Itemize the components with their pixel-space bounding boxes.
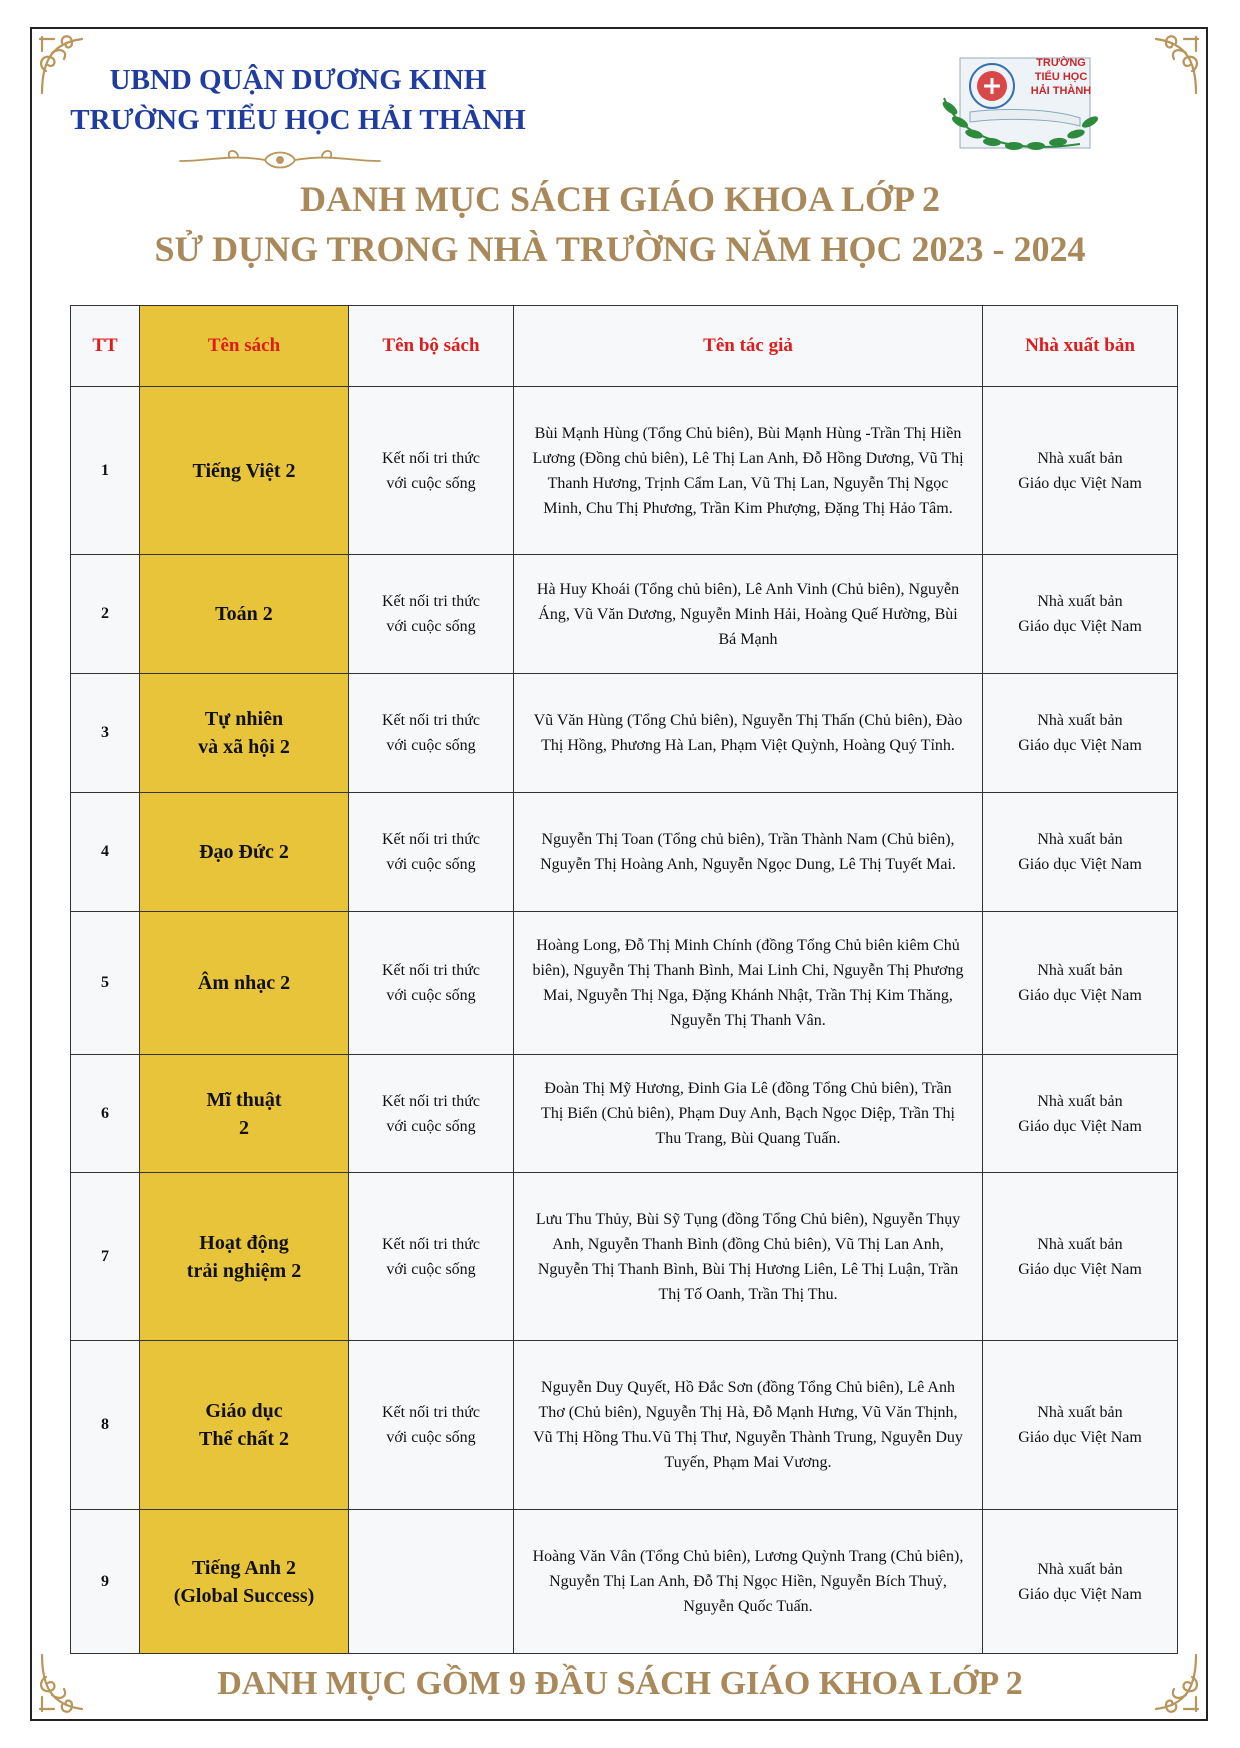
book-name: Tiếng Việt 2: [140, 387, 349, 555]
book-series: Kết nối tri thức với cuộc sống: [349, 1173, 514, 1341]
row-number: 9: [71, 1510, 140, 1654]
book-name: Tiếng Anh 2 (Global Success): [140, 1510, 349, 1654]
row-number: 3: [71, 674, 140, 793]
book-name: Âm nhạc 2: [140, 912, 349, 1055]
book-series: Kết nối tri thức với cuộc sống: [349, 387, 514, 555]
table-row: [71, 387, 1178, 555]
book-name: Hoạt động trải nghiệm 2: [140, 1173, 349, 1341]
footer-summary: DANH MỤC GỒM 9 ĐẦU SÁCH GIÁO KHOA LỚP 2: [217, 1665, 1023, 1702]
row-number: 8: [71, 1341, 140, 1510]
book-authors: Bùi Mạnh Hùng (Tổng Chủ biên), Bùi Mạnh Hùng -Trần Thị Hiền Lương (Đồng chủ biên), Lê Thị Lan Anh, Đỗ Hồng Dương, Vũ Thị Thanh Hương, Trịnh Cẩm Lan, Vũ Thị Lan, Nguyễn Thị Ngọc Minh, Chu Thị Phương, Trần Kim Phượng, Đặng Thị Hảo Tâm.: [514, 387, 983, 555]
row-number: 6: [71, 1055, 140, 1173]
table-row: [71, 1055, 1178, 1173]
textbook-table: [70, 305, 1178, 1654]
book-series: Kết nối tri thức với cuộc sống: [349, 555, 514, 674]
book-name: Mĩ thuật 2: [140, 1055, 349, 1173]
table-row: [71, 912, 1178, 1055]
book-publisher: Nhà xuất bản Giáo dục Việt Nam: [983, 555, 1178, 674]
book-authors: Hoàng Văn Vân (Tổng Chủ biên), Lương Quỳnh Trang (Chủ biên), Nguyễn Thị Lan Anh, Đỗ Thị Ngọc Hiền, Nguyễn Bích Thuỷ, Nguyễn Quốc Tuấn.: [514, 1510, 983, 1654]
book-authors: Vũ Văn Hùng (Tổng Chủ biên), Nguyễn Thị Thấn (Chủ biên), Đào Thị Hồng, Phương Hà Lan, Phạm Việt Quỳnh, Hoàng Quý Tỉnh.: [514, 674, 983, 793]
row-number: 4: [71, 793, 140, 912]
row-number: 5: [71, 912, 140, 1055]
book-authors: Nguyễn Duy Quyết, Hồ Đắc Sơn (đồng Tổng Chủ biên), Lê Anh Thơ (Chủ biên), Nguyễn Thị Hà, Đỗ Mạnh Hưng, Vũ Văn Thịnh, Vũ Thị Hồng Thu.Vũ Thị Thư, Nguyễn Thành Trung, Nguyễn Duy Tuyến, Phạm Mai Vương.: [514, 1341, 983, 1510]
row-number: 2: [71, 555, 140, 674]
district-name: UBND QUẬN DƯƠNG KINH: [109, 64, 487, 96]
book-publisher: Nhà xuất bản Giáo dục Việt Nam: [983, 387, 1178, 555]
book-series: Kết nối tri thức với cuộc sống: [349, 793, 514, 912]
school-name: TRƯỜNG TIỂU HỌC HẢI THÀNH: [70, 104, 526, 136]
row-number: 1: [71, 387, 140, 555]
book-authors: Đoàn Thị Mỹ Hương, Đinh Gia Lê (đồng Tổng Chủ biên), Trần Thị Biển (Chủ biên), Phạm Duy Anh, Bạch Ngọc Diệp, Trần Thị Thu Trang, Bùi Quang Tuấn.: [514, 1055, 983, 1173]
book-series: Kết nối tri thức với cuộc sống: [349, 912, 514, 1055]
book-series: Kết nối tri thức với cuộc sống: [349, 1055, 514, 1173]
school-logo: [930, 48, 1106, 164]
table-row: [71, 1341, 1178, 1510]
logo-line-2: TIỂU HỌC: [1034, 71, 1088, 83]
table-header-row: [71, 306, 1178, 387]
book-authors: Lưu Thu Thủy, Bùi Sỹ Tụng (đồng Tổng Chủ biên), Nguyễn Thụy Anh, Nguyễn Thanh Bình (đồng Chủ biên), Vũ Thị Lan Anh, Nguyễn Thị Thanh Bình, Bùi Thị Hương Liên, Lê Thị Luận, Trần Thị Tố Oanh, Trần Thị Thu.: [514, 1173, 983, 1341]
book-series: Kết nối tri thức với cuộc sống: [349, 674, 514, 793]
book-name: Đạo Đức 2: [140, 793, 349, 912]
page-title: DANH MỤC SÁCH GIÁO KHOA LỚP 2: [299, 179, 941, 219]
book-authors: Nguyễn Thị Toan (Tổng chủ biên), Trần Thành Nam (Chủ biên), Nguyễn Thị Hoàng Anh, Nguyễn Ngọc Dung, Lê Thị Tuyết Mai.: [514, 793, 983, 912]
logo-line-1: TRƯỜNG: [1036, 57, 1086, 69]
school-header: [68, 60, 528, 140]
book-name: Tự nhiên và xã hội 2: [140, 674, 349, 793]
header-series: Tên bộ sách: [349, 306, 514, 387]
book-publisher: Nhà xuất bản Giáo dục Việt Nam: [983, 1341, 1178, 1510]
book-name: Toán 2: [140, 555, 349, 674]
book-publisher: Nhà xuất bản Giáo dục Việt Nam: [983, 912, 1178, 1055]
corner-ornament-top-right: [1134, 31, 1204, 101]
book-publisher: Nhà xuất bản Giáo dục Việt Nam: [983, 1173, 1178, 1341]
table-row: [71, 1510, 1178, 1654]
logo-line-3: HẢI THÀNH: [1030, 85, 1092, 97]
book-publisher: Nhà xuất bản Giáo dục Việt Nam: [983, 1055, 1178, 1173]
header-publisher: Nhà xuất bản: [983, 306, 1178, 387]
book-series: Kết nối tri thức với cuộc sống: [349, 1341, 514, 1510]
table-row: [71, 674, 1178, 793]
book-authors: Hoàng Long, Đỗ Thị Minh Chính (đồng Tổng Chủ biên kiêm Chủ biên), Nguyễn Thị Thanh Bình, Mai Linh Chi, Nguyễn Thị Phương Mai, Nguyễn Thị Nga, Đặng Khánh Nhật, Trần Thị Kim Thăng, Nguyễn Thị Thanh Vân.: [514, 912, 983, 1055]
book-authors: Hà Huy Khoái (Tổng chủ biên), Lê Anh Vinh (Chủ biên), Nguyễn Áng, Vũ Văn Dương, Nguyễn Minh Hải, Hoàng Quế Hường, Bùi Bá Mạnh: [514, 555, 983, 674]
header-tt: TT: [71, 306, 140, 387]
book-name: Giáo dục Thể chất 2: [140, 1341, 349, 1510]
divider-flourish-icon: [170, 146, 390, 176]
book-publisher: Nhà xuất bản Giáo dục Việt Nam: [983, 1510, 1178, 1654]
book-series: [349, 1510, 514, 1654]
table-row: [71, 793, 1178, 912]
book-publisher: Nhà xuất bản Giáo dục Việt Nam: [983, 793, 1178, 912]
table-row: [71, 1173, 1178, 1341]
header-authors: Tên tác giả: [514, 306, 983, 387]
logo-text: [1026, 56, 1096, 98]
table-row: [71, 555, 1178, 674]
header-book-name: Tên sách: [140, 306, 349, 387]
row-number: 7: [71, 1173, 140, 1341]
page-subtitle: SỬ DỤNG TRONG NHÀ TRƯỜNG NĂM HỌC 2023 - 2024: [154, 229, 1086, 269]
book-publisher: Nhà xuất bản Giáo dục Việt Nam: [983, 674, 1178, 793]
